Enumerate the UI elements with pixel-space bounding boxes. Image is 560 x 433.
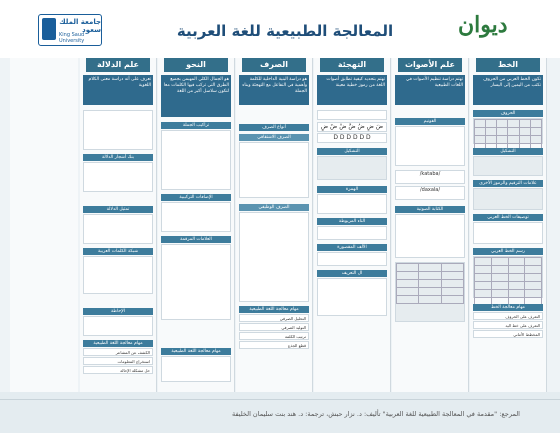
diwan-logo: ديوان xyxy=(458,12,508,38)
university-name-en: King Saud University xyxy=(59,32,85,44)
diacritics-table xyxy=(317,156,387,180)
diacritic-latin: Ď Ď Ď Ď Ď Ď xyxy=(317,133,387,143)
column-heading: التهجئة xyxy=(320,58,384,72)
section-heading: الكتابة الصوتية xyxy=(395,206,465,213)
section-heading: أنواع الصرف xyxy=(239,124,309,131)
section-heading: مهام معالجة اللغة الطبيعية xyxy=(161,348,231,355)
column-dalala xyxy=(80,58,157,392)
footer-divider xyxy=(0,399,560,400)
section-body xyxy=(395,126,465,166)
task-item: الكشف عن المشاعر xyxy=(83,348,153,356)
university-logo xyxy=(38,14,102,46)
column-heading: علم الدلالة xyxy=(86,58,150,72)
section-body xyxy=(83,162,153,192)
section-heading: شبكة الكلمات العربية xyxy=(83,248,153,255)
column-heading: الخط xyxy=(476,58,540,72)
column-intro: تهتم بتحديد كيفية تطابق أصوات اللغة من رموز خطية معينة xyxy=(317,75,387,105)
section-heading: التشكيل xyxy=(317,148,387,155)
section-body xyxy=(317,110,387,120)
task-item: التحليل الصرفي xyxy=(239,314,309,322)
university-logo-mark xyxy=(42,18,56,40)
section-heading: التاء المربوطة xyxy=(317,218,387,225)
column-intro: تكون الخط العربي من الحروف تكتب من اليمين إلى اليسار xyxy=(473,75,543,105)
task-item: استخراج المعلومات xyxy=(83,357,153,365)
section-heading: الحروف xyxy=(473,110,543,117)
section-body xyxy=(317,278,387,316)
section-heading: مهام معالجة الخط xyxy=(473,304,543,311)
section-heading: مهام معالجة اللغة الطبيعية xyxy=(239,306,309,313)
punctuation-table xyxy=(473,188,543,210)
column-khat xyxy=(470,58,547,392)
phoneme-example-2: /daxala/ xyxy=(395,186,465,200)
column-aswat xyxy=(392,58,469,392)
section-heading: العلامات المرقمة xyxy=(161,236,231,243)
section-heading: الهمزة xyxy=(317,186,387,193)
section-heading: توصيفات الخط العربي xyxy=(473,214,543,221)
footer-reference: المرجع: "مقدمة في المعالجة الطبيعية للغة العربية" تأليف: د. نزار حبش، ترجمة: د. هند بنت سليمان الخليفة xyxy=(232,410,520,418)
phonetic-table xyxy=(395,262,465,322)
column-nahw xyxy=(158,58,235,392)
letters-table xyxy=(473,118,543,144)
column-intro: تهتم دراسة تنظيم الأصوات في اللغات الطبيعية xyxy=(395,75,465,105)
section-body xyxy=(317,226,387,240)
column-intro: تعرف على أنه دراسة معنى الكلام اللغوية xyxy=(83,75,153,105)
task-item: المخطط الأماني xyxy=(473,330,543,338)
section-heading: مهام معالجة اللغة الطبيعية xyxy=(83,340,153,347)
section-body xyxy=(83,214,153,244)
column-tahjia xyxy=(314,58,391,392)
section-body xyxy=(161,244,231,320)
section-body xyxy=(83,110,153,150)
task-item: قطع الجذع xyxy=(239,341,309,349)
task-item: حل مشكلة الإحالة xyxy=(83,366,153,374)
section-body xyxy=(161,356,231,382)
section-body xyxy=(161,202,231,232)
section-body xyxy=(473,222,543,244)
section-body xyxy=(83,316,153,336)
task-item: التعرف على خط اليد xyxy=(473,321,543,329)
university-name-ar: جامعة الملك سعود xyxy=(59,18,101,34)
task-item: التعرف على الحروف xyxy=(473,312,543,320)
section-heading: الصرف الوظيفي xyxy=(239,204,309,211)
task-item: ترتيب الكلمة xyxy=(239,332,309,340)
phoneme-example-1: /kataba/ xyxy=(395,170,465,184)
section-heading: الصرف الاشتقاقي xyxy=(239,134,309,141)
script-table xyxy=(473,256,543,298)
section-heading: الإضافات التركيبية xyxy=(161,194,231,201)
section-body xyxy=(239,142,309,198)
column-intro: هو دراسة البنية الداخلية للكلمة وأهمية في التفاعل مع التهجئة وبناء الجملة xyxy=(239,75,309,105)
column-heading: النحو xyxy=(164,58,228,72)
section-heading: علامات الترقيم والرموز الأخرى xyxy=(473,180,543,187)
column-heading: الصرف xyxy=(242,58,306,72)
section-body xyxy=(239,212,309,302)
section-body xyxy=(395,214,465,258)
section-heading: تراكيب الجملة xyxy=(161,122,231,129)
page-title: المعالجة الطبيعية للغة العربية xyxy=(176,22,394,40)
section-heading: بنك أشجار الدلالة xyxy=(83,154,153,161)
section-body xyxy=(83,256,153,294)
column-margin xyxy=(10,58,78,392)
header xyxy=(0,0,560,58)
section-body xyxy=(161,130,231,190)
section-body xyxy=(317,194,387,214)
task-item: التوليد الصرفي xyxy=(239,323,309,331)
column-heading: علم الأصوات xyxy=(398,58,462,72)
column-sarf xyxy=(236,58,313,392)
diacritic-letters: ضَ ضِ ضُ ضَّ ضْ ضً ضٍ xyxy=(317,122,387,132)
section-heading: الفونيم xyxy=(395,118,465,125)
section-heading: تمثيل الدلالة xyxy=(83,206,153,213)
section-heading: الألف المقصورة xyxy=(317,244,387,251)
section-heading: رسم الخط العربي xyxy=(473,248,543,255)
section-body xyxy=(317,252,387,266)
column-intro: هو الجمال الكلي المهيمن بجميع الطرق التي تركب فيها الكلمات معا لتكون سلاسل أكبر من اللغة xyxy=(161,75,231,117)
section-heading: التشكيل xyxy=(473,148,543,155)
diacritics-table xyxy=(473,156,543,176)
section-heading: الإحاطة xyxy=(83,308,153,315)
section-heading: ال التعريف xyxy=(317,270,387,277)
